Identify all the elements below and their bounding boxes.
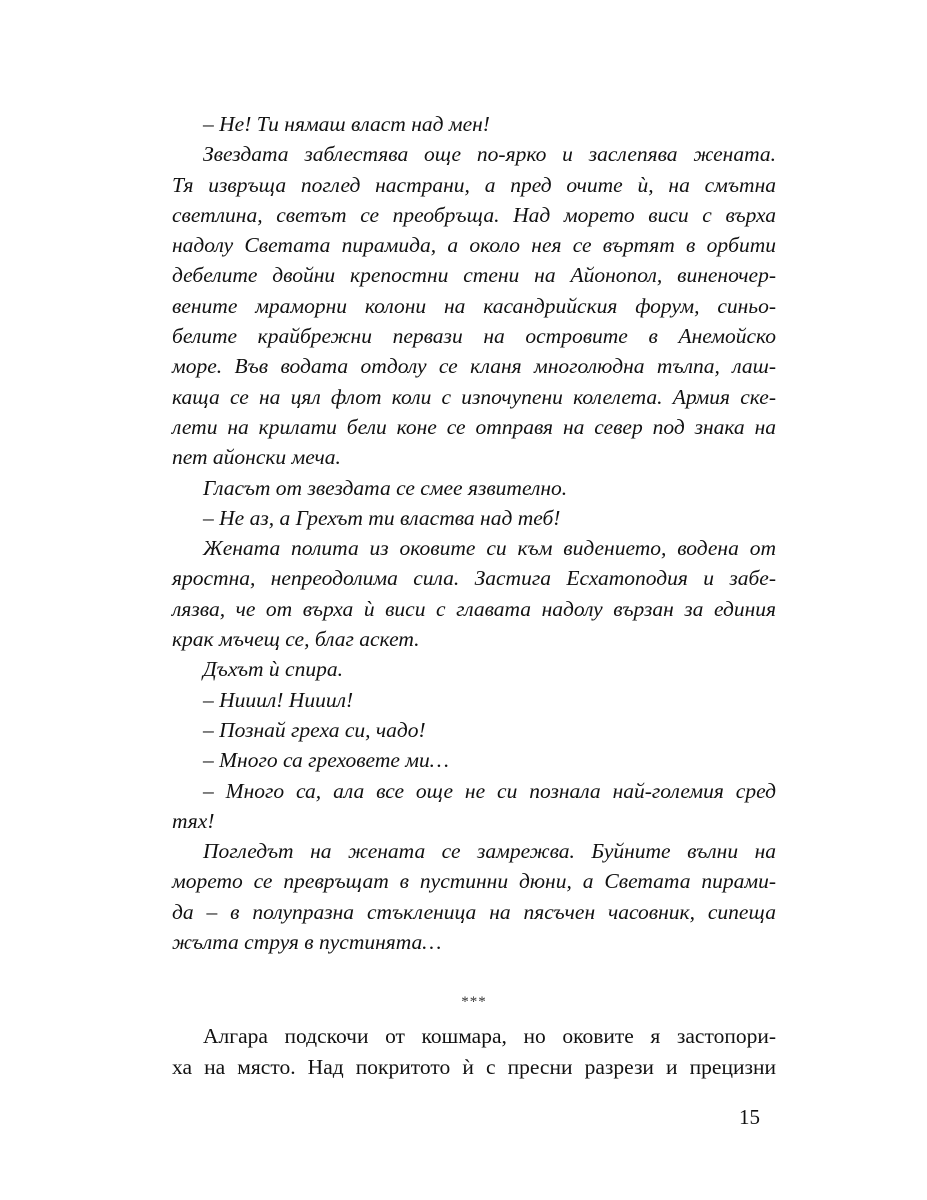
text-line: белите крайбрежни первази на островите в Анемойско [172,324,776,349]
roman-narrative-section [172,1021,776,1082]
text-line: светлина, светът се преобръща. Над морето виси с върха [172,202,776,227]
text-line: пет айонски меча. [172,445,341,470]
text-line: – Много са греховете ми… [203,748,449,773]
text-line: жълта струя в пустинята… [172,930,442,955]
italic-dream-section [172,109,776,957]
text-line: ха на място. Над покритото ѝ с пресни разрези и прецизни [172,1054,776,1079]
text-line: Алгара подскочи от кошмара, но оковите я застопори- [203,1024,776,1049]
dialogue-line [172,109,776,139]
dialogue-line [172,685,776,715]
text-line: лети на крилати бели коне се отправя на север под знака на [172,414,776,439]
paragraph [172,533,776,654]
text-line: Жената полита из оковите си към видението, водена от [203,536,776,561]
paragraph [172,836,776,957]
text-line: – Не аз, а Грехът ти властва над теб! [203,505,561,530]
text-line: – Нииил! Нииил! [203,687,354,712]
text-line: да – в полупразна стъкленица на пясъчен часовник, сипеща [172,899,776,924]
paragraph [172,473,776,503]
paragraph [172,139,776,472]
text-line: Звездата заблестява още по-ярко и заслепява жената. [203,142,776,167]
text-line: надолу Светата пирамида, а около нея се въртят в орбити [172,233,776,258]
text-line: Тя извръща поглед настрани, а пред очите ѝ, на смътна [172,172,776,197]
text-line: лязва, че от върха ѝ виси с главата надолу вързан за единия [172,596,776,621]
text-line: Дъхът ѝ спира. [203,657,343,682]
dialogue-line [172,503,776,533]
page-number: 15 [739,1105,760,1129]
text-line: морето се превръщат в пустинни дюни, а Светата пирами- [172,869,776,894]
text-line: крак мъчещ се, благ аскет. [172,627,420,652]
paragraph [172,654,776,684]
dialogue-line [172,745,776,775]
dialogue-line [172,715,776,745]
section-separator: *** [461,994,487,1011]
dialogue-line [172,776,776,837]
text-line: тях! [172,808,215,833]
text-line: – Много са, ала все още не си познала най-големия сред [203,778,776,803]
text-line: море. Във водата отдолу се кланя многолюдна тълпа, лаш- [172,354,776,379]
text-line: – Не! Ти нямаш власт над мен! [203,112,490,136]
text-line: Гласът от звездата се смее язвително. [203,475,568,500]
text-line: Погледът на жената се замрежва. Буйните вълни на [203,839,776,864]
text-line: вените мраморни колони на касандрийския форум, синьо- [172,293,776,318]
book-page-body [172,109,776,1082]
text-line: дебелите двойни крепостни стени на Айонопол, виненочер- [172,263,776,288]
text-line: яростна, непреодолима сила. Застига Есхатоподия и забе- [172,566,776,591]
paragraph [172,1021,776,1082]
text-line: – Познай греха си, чадо! [203,717,426,742]
text-line: каща се на цял флот коли с изпочупени колелета. Армия ске- [172,384,776,409]
